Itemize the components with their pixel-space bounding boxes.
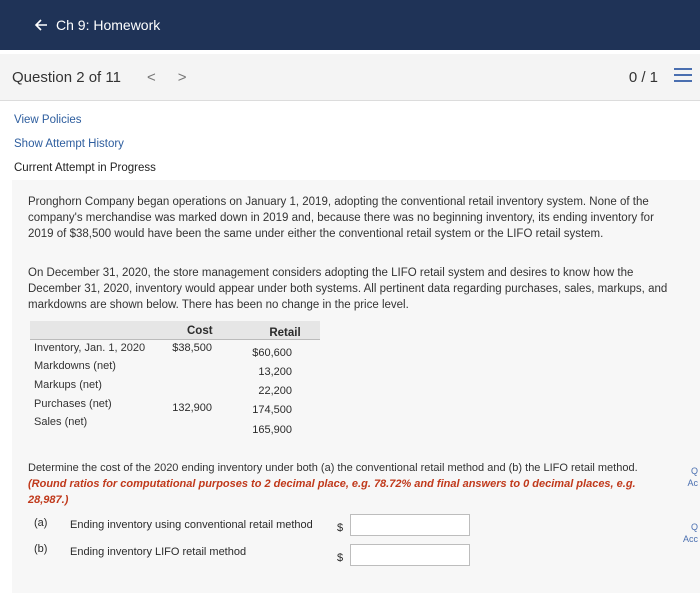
list-menu-icon[interactable] xyxy=(674,68,692,86)
row-label: Purchases (net) xyxy=(34,398,112,410)
next-question-button[interactable]: > xyxy=(177,68,187,86)
back-button[interactable] xyxy=(34,17,160,33)
rounding-instruction: (Round ratios for computational purposes to 2 decimal place, e.g. 78.72% and final answers to 0 decimal places, e.g. 28,987.) xyxy=(28,478,636,506)
side-item[interactable]: Acc xyxy=(682,534,698,544)
top-bar xyxy=(0,0,700,50)
right-side-panel xyxy=(682,430,700,593)
currency-symbol: $ xyxy=(337,552,344,564)
retail-cell: 13,200 xyxy=(258,366,292,378)
part-label: (b) xyxy=(34,543,48,555)
column-header-retail: Retail xyxy=(269,327,301,339)
score: 0 / 1 xyxy=(628,68,658,86)
question-bar xyxy=(0,54,700,101)
retail-cell: 165,900 xyxy=(252,424,292,436)
assignment-title: Ch 9: Homework xyxy=(56,17,161,33)
attempt-links xyxy=(14,108,156,180)
side-item[interactable]: Q xyxy=(690,466,698,476)
view-policies-link[interactable]: View Policies xyxy=(14,114,82,126)
column-header-cost: Cost xyxy=(187,325,213,337)
answer-description: Ending inventory LIFO retail method xyxy=(70,546,247,558)
answer-input-a[interactable] xyxy=(350,514,470,536)
previous-question-button[interactable]: < xyxy=(146,68,156,86)
retail-cell: $60,600 xyxy=(252,347,292,359)
question-label: Question 2 of 11 xyxy=(12,68,121,86)
problem-paragraph-1: Pronghorn Company began operations on January 1, 2019, adopting the conventional retail inventory system. None of the company's merchandise was marked down in 2019 and, because there was no beginning inventory, its ending inventory for 2019 of $38,500 would have been the same under either the conventional retail system or the LIFO retail system. xyxy=(28,196,654,240)
retail-cell: 22,200 xyxy=(258,385,292,397)
row-label: Markups (net) xyxy=(34,379,102,391)
currency-symbol: $ xyxy=(337,522,344,534)
arrow-left-icon xyxy=(34,18,48,32)
show-attempt-history-link[interactable]: Show Attempt History xyxy=(14,138,124,150)
row-label: Inventory, Jan. 1, 2020 xyxy=(34,342,146,354)
cost-cell: $38,500 xyxy=(172,342,212,354)
side-item[interactable]: Ac xyxy=(687,478,698,488)
problem-panel xyxy=(12,180,700,593)
retail-cell: 174,500 xyxy=(252,404,292,416)
current-attempt-label: Current Attempt in Progress xyxy=(14,162,156,174)
row-label: Sales (net) xyxy=(34,416,88,428)
question-instructions xyxy=(28,460,678,508)
side-item[interactable]: Q xyxy=(690,522,698,532)
cost-cell: 132,900 xyxy=(172,402,212,414)
answer-input-b[interactable] xyxy=(350,544,470,566)
row-label: Markdowns (net) xyxy=(34,360,116,372)
question-text: Determine the cost of the 2020 ending inventory under both (a) the conventional retail method and (b) the LIFO retail method. xyxy=(28,462,638,474)
problem-paragraph-2: On December 31, 2020, the store management considers adopting the LIFO retail system and desires to know how the December 31, 2020, inventory would appear under both systems. All pertinent data regarding purchases, sales, markups, and markdowns are shown below. There has been no change in the price level. xyxy=(28,267,668,311)
answer-description: Ending inventory using conventional retail method xyxy=(70,519,313,531)
part-label: (a) xyxy=(34,517,48,529)
